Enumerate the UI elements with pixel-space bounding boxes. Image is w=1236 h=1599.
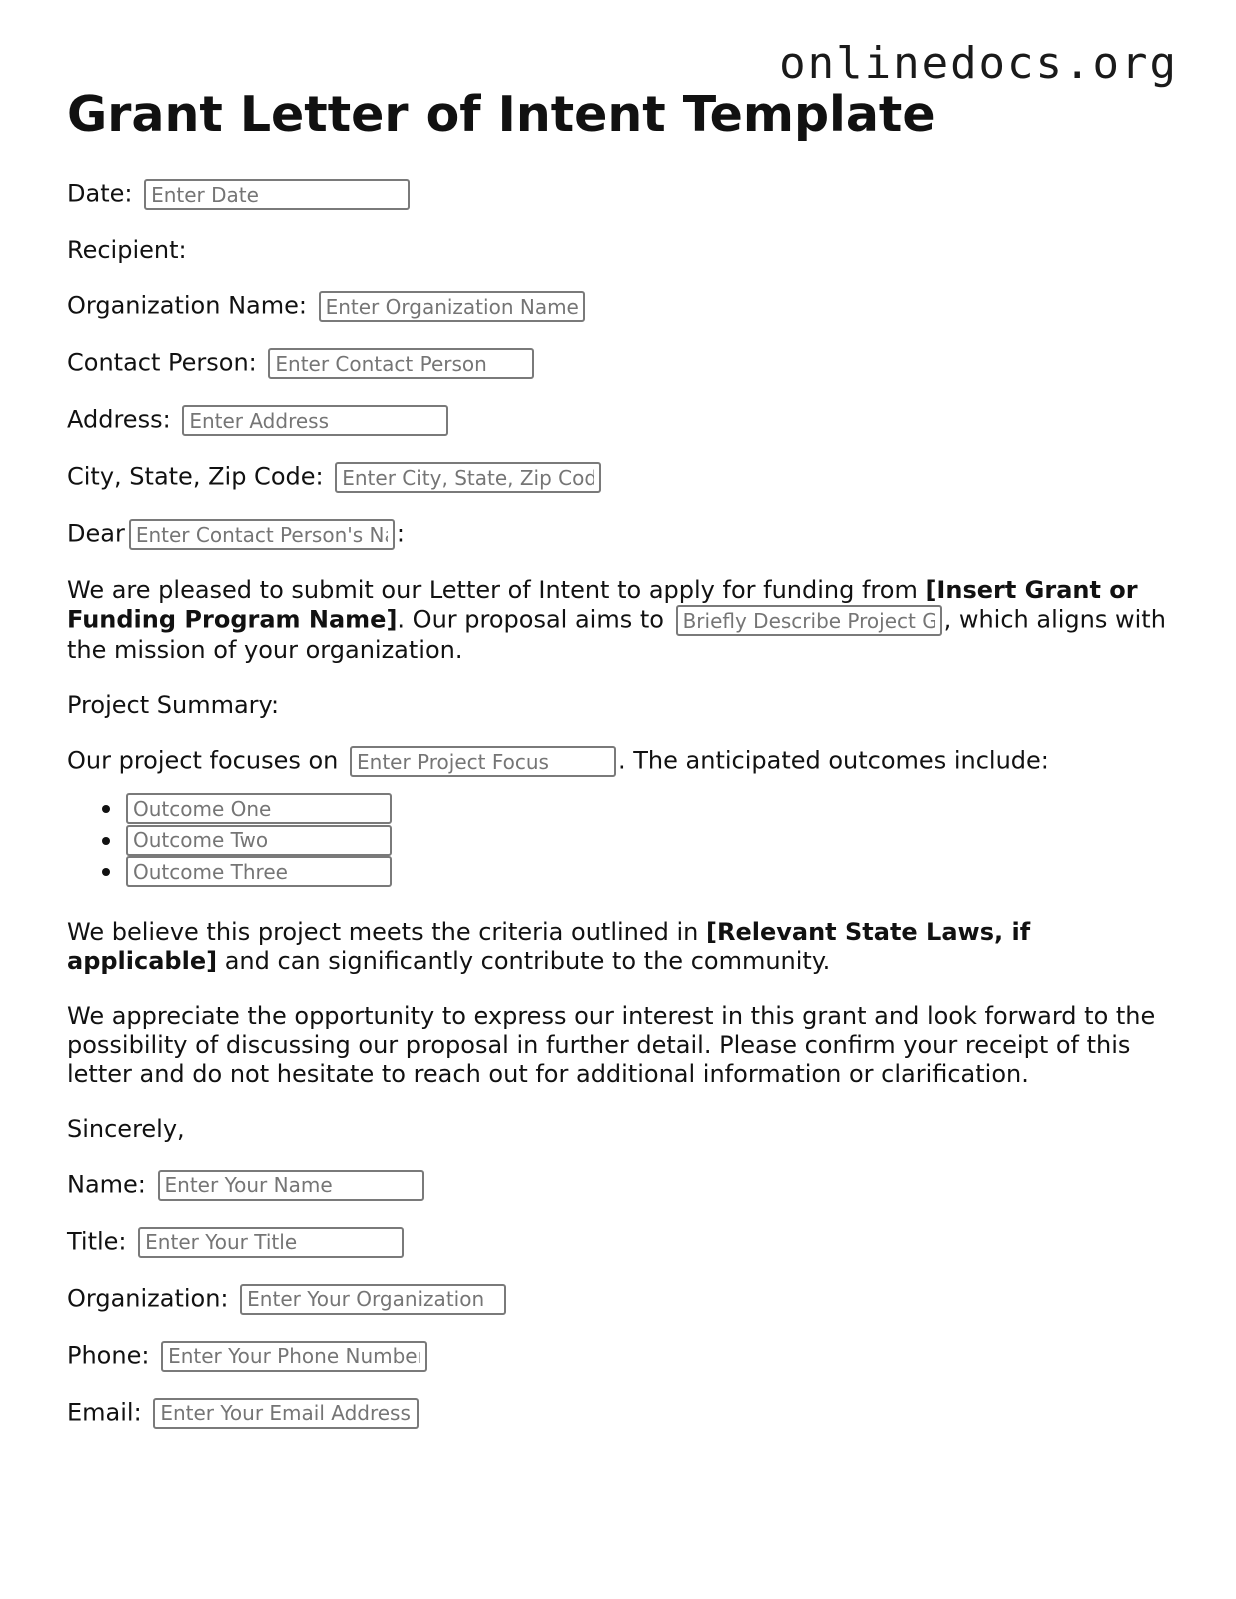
- your-title-input[interactable]: [138, 1227, 404, 1258]
- your-organization-input[interactable]: [240, 1284, 506, 1315]
- your-phone-input[interactable]: [161, 1341, 427, 1372]
- page-title: Grant Letter of Intent Template: [67, 86, 936, 143]
- list-item: [126, 825, 1177, 857]
- intro-text-3: , which aligns with the mission of your organization.: [67, 605, 1166, 664]
- criteria-paragraph: [67, 918, 1177, 976]
- organization-name-label: Organization Name:: [67, 291, 307, 320]
- date-label: Date:: [67, 179, 133, 208]
- address-label: Address:: [67, 405, 171, 434]
- intro-paragraph: [67, 576, 1177, 665]
- focus-text-1: Our project focuses on: [67, 746, 346, 775]
- focus-text-2: . The anticipated outcomes include:: [618, 746, 1049, 775]
- salutation-name-input[interactable]: [129, 519, 395, 550]
- signature-email-label: Email:: [67, 1398, 142, 1426]
- city-state-zip-input[interactable]: [335, 462, 601, 493]
- project-focus-row: [67, 746, 1177, 777]
- your-email-input[interactable]: [153, 1398, 419, 1429]
- date-input[interactable]: [144, 179, 410, 210]
- city-state-zip-row: [67, 462, 1177, 493]
- address-row: [67, 405, 1177, 436]
- project-goal-input[interactable]: [676, 605, 942, 636]
- criteria-text-1: We believe this project meets the criteria outlined in: [67, 917, 706, 946]
- intro-text-1: We are pleased to submit our Letter of Intent to apply for funding from: [67, 576, 926, 604]
- signature-title-label: Title:: [67, 1227, 127, 1255]
- outcome-three-input[interactable]: [126, 856, 392, 887]
- address-input[interactable]: [182, 405, 448, 436]
- list-item: [126, 856, 1177, 888]
- salutation-label: Dear: [67, 519, 125, 548]
- funding-program-name: [Insert Grant or Funding Program Name]: [67, 576, 1138, 634]
- letter-form: [67, 84, 1177, 1455]
- salutation-colon: :: [396, 519, 405, 548]
- outcomes-list: [67, 793, 1177, 888]
- contact-person-row: [67, 348, 1177, 379]
- outcome-two-input[interactable]: [126, 825, 392, 856]
- project-summary-label: Project Summary:: [67, 691, 280, 719]
- closing-paragraph: We appreciate the opportunity to express our interest in this grant and look forward to the possibility of discussing our proposal in further detail. Please confirm your receipt of this letter and do not hesitate to reach out for additional information or clarification.: [67, 1001, 1156, 1088]
- outcome-one-input[interactable]: [126, 793, 392, 824]
- contact-person-label: Contact Person:: [67, 348, 257, 377]
- watermark: onlinedocs.org: [779, 38, 1178, 89]
- project-focus-input[interactable]: [350, 746, 616, 777]
- list-item: [126, 793, 1177, 825]
- organization-name-input[interactable]: [319, 291, 585, 322]
- signature-title-row: [67, 1227, 1177, 1258]
- intro-text-2: . Our proposal aims to: [397, 605, 672, 634]
- salutation-row: [67, 519, 1177, 550]
- date-row: [67, 179, 1177, 210]
- signature-name-row: [67, 1170, 1177, 1201]
- your-name-input[interactable]: [158, 1170, 424, 1201]
- signature-email-row: [67, 1398, 1177, 1429]
- organization-name-row: [67, 291, 1177, 322]
- sign-off: Sincerely,: [67, 1114, 185, 1143]
- signature-phone-label: Phone:: [67, 1341, 150, 1369]
- signature-organization-label: Organization:: [67, 1284, 229, 1312]
- relevant-state-laws: [Relevant State Laws, if applicable]: [67, 917, 1031, 975]
- signature-organization-row: [67, 1284, 1177, 1315]
- signature-name-label: Name:: [67, 1170, 146, 1198]
- recipient-label: Recipient:: [67, 236, 187, 264]
- criteria-text-2: and can significantly contribute to the community.: [217, 946, 831, 975]
- signature-phone-row: [67, 1341, 1177, 1372]
- contact-person-input[interactable]: [268, 348, 534, 379]
- city-state-zip-label: City, State, Zip Code:: [67, 462, 324, 491]
